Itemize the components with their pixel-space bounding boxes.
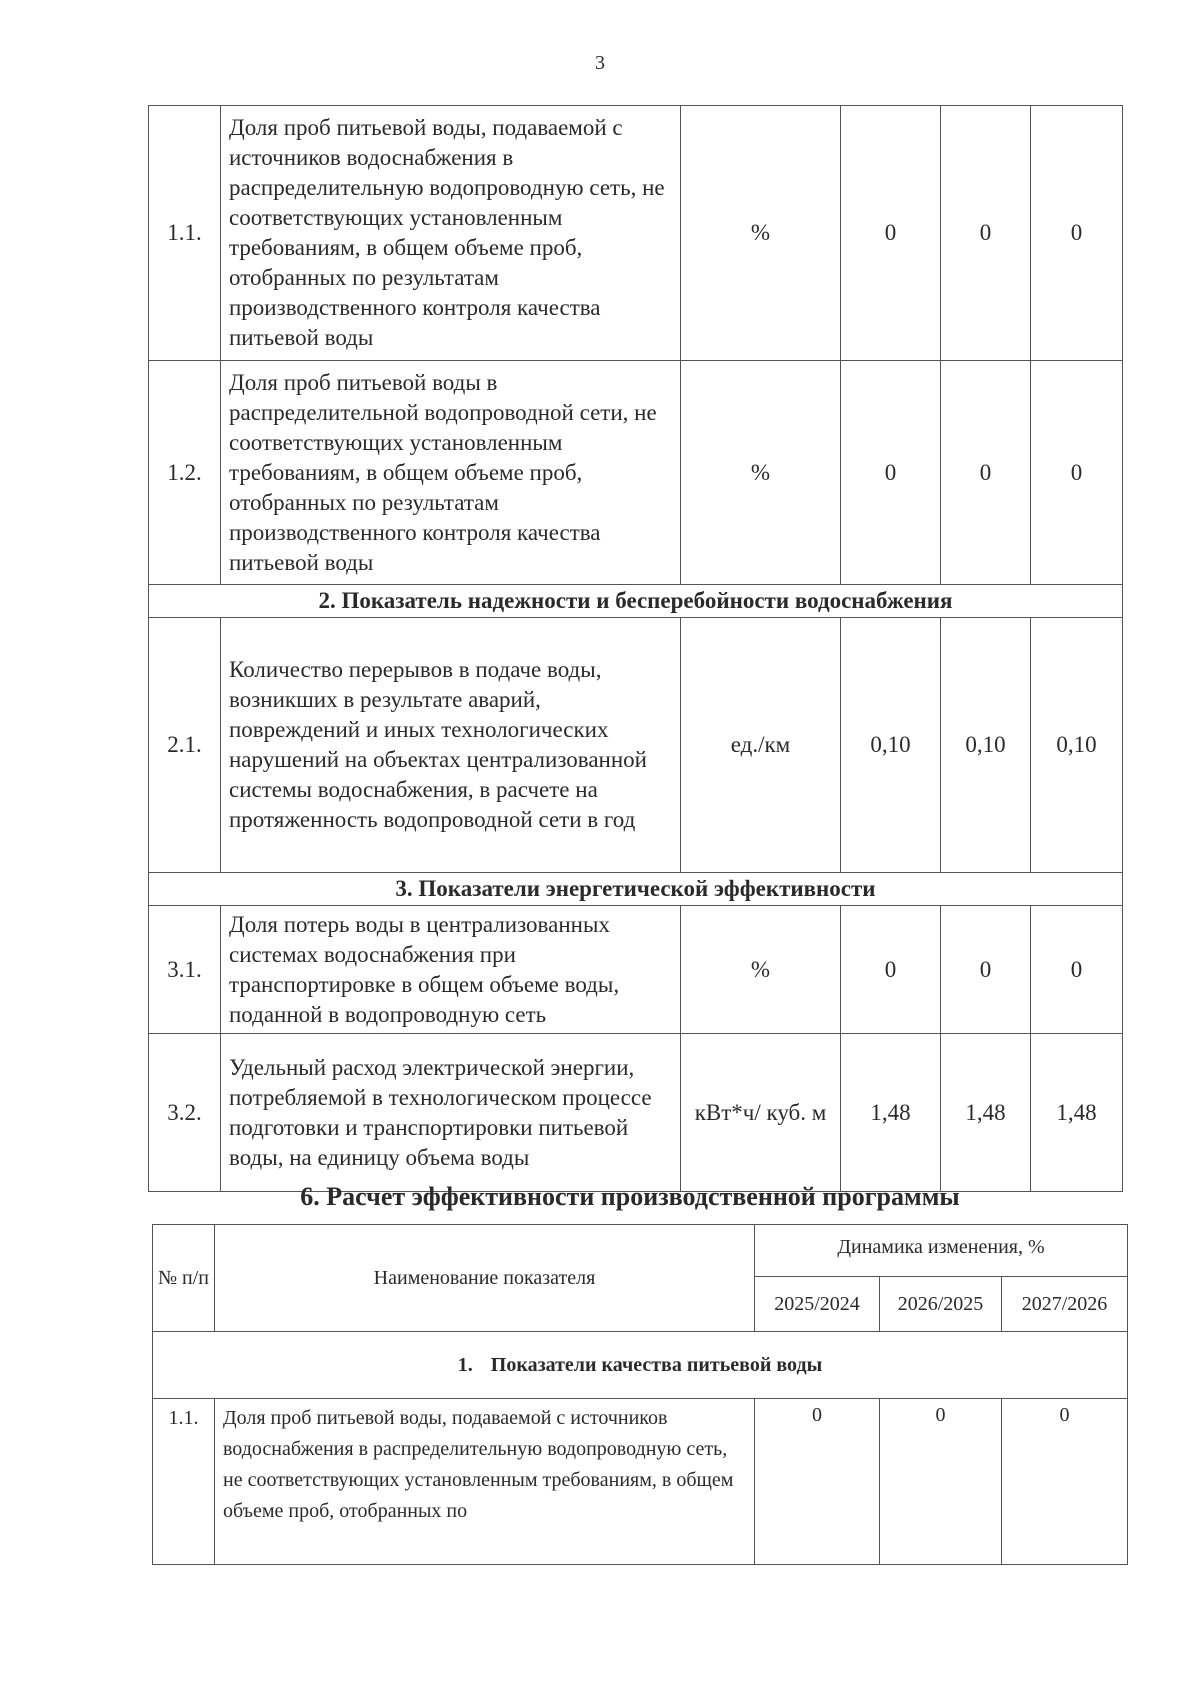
indicator-name: Доля проб питьевой воды, подаваемой с источников водоснабжения в распределительную водопроводную сеть, не соответствующих установленным требованиям, в общем объеме проб, отобранных по: [215, 1399, 755, 1565]
value-cell: 1,48: [1031, 1034, 1123, 1192]
section-name: Показатели качества питьевой воды: [490, 1354, 823, 1376]
value-cell: 0,10: [941, 618, 1031, 873]
value-cell: 1,48: [841, 1034, 941, 1192]
value-cell: 0,10: [1031, 618, 1123, 873]
row-number: 2.1.: [149, 618, 221, 873]
value-cell: 0: [1031, 906, 1123, 1034]
indicator-name: Удельный расход электрической энергии, потребляемой в технологическом процессе подготовки и транспортировки питьевой воды, на единицу объема воды: [221, 1034, 681, 1192]
section-title: [153, 1332, 1128, 1399]
value-cell: 0: [1031, 361, 1123, 585]
table-row: [149, 361, 1123, 585]
row-number: 1.1.: [153, 1399, 215, 1565]
value-cell: 0: [1031, 106, 1123, 361]
unit: %: [681, 361, 841, 585]
value-cell: 0: [1002, 1399, 1128, 1565]
value-cell: 0: [941, 906, 1031, 1034]
value-cell: 1,48: [941, 1034, 1031, 1192]
table-row: [153, 1399, 1128, 1565]
section-number: 1.: [457, 1354, 473, 1376]
unit: ед./км: [681, 618, 841, 873]
value-cell: 0: [880, 1399, 1002, 1565]
section-row: [149, 585, 1123, 618]
section-row: [149, 873, 1123, 906]
value-cell: 0: [841, 361, 941, 585]
indicator-name: Доля потерь воды в централизованных системах водоснабжения при транспортировке в общем объеме воды, поданной в водопроводную сеть: [221, 906, 681, 1034]
table-row: [149, 1034, 1123, 1192]
column-header-year: 2027/2026: [1002, 1277, 1128, 1332]
header-row: [153, 1225, 1128, 1277]
table-row: [149, 106, 1123, 361]
indicator-name: Доля проб питьевой воды в распределительной водопроводной сети, не соответствующих установленным требованиям, в общем объеме проб, отобранных по результатам производственного контроля качества питьевой воды: [221, 361, 681, 585]
column-header-dynamics: Динамика изменения, %: [755, 1225, 1128, 1277]
value-cell: 0: [755, 1399, 880, 1565]
section-heading: 6. Расчет эффективности производственной программы: [300, 1182, 960, 1211]
efficiency-table: [152, 1224, 1128, 1565]
row-number: 3.1.: [149, 906, 221, 1034]
unit: %: [681, 106, 841, 361]
column-header-name: Наименование показателя: [215, 1225, 755, 1332]
column-header-number: № п/п: [153, 1225, 215, 1332]
unit: %: [681, 906, 841, 1034]
row-number: 1.1.: [149, 106, 221, 361]
targets-table: [148, 105, 1123, 1192]
unit: кВт*ч/ куб. м: [681, 1034, 841, 1192]
column-header-year: 2025/2024: [755, 1277, 880, 1332]
value-cell: 0,10: [841, 618, 941, 873]
table-row: [149, 618, 1123, 873]
row-number: 1.2.: [149, 361, 221, 585]
page-number: 3: [595, 52, 605, 74]
column-header-year: 2026/2025: [880, 1277, 1002, 1332]
indicator-name: Количество перерывов в подаче воды, возникших в результате аварий, повреждений и иных технологических нарушений на объектах централизованной системы водоснабжения, в расчете на протяженность водопроводной сети в год: [221, 618, 681, 873]
row-number: 3.2.: [149, 1034, 221, 1192]
value-cell: 0: [941, 106, 1031, 361]
table-row: [149, 906, 1123, 1034]
indicator-name: Доля проб питьевой воды, подаваемой с источников водоснабжения в распределительную водопроводную сеть, не соответствующих установленным требованиям, в общем объеме проб, отобранных по результатам производственного контроля качества питьевой воды: [221, 106, 681, 361]
value-cell: 0: [841, 906, 941, 1034]
section-title: 3. Показатели энергетической эффективности: [149, 873, 1123, 906]
section-row: [153, 1332, 1128, 1399]
value-cell: 0: [841, 106, 941, 361]
value-cell: 0: [941, 361, 1031, 585]
section-title: 2. Показатель надежности и бесперебойности водоснабжения: [149, 585, 1123, 618]
